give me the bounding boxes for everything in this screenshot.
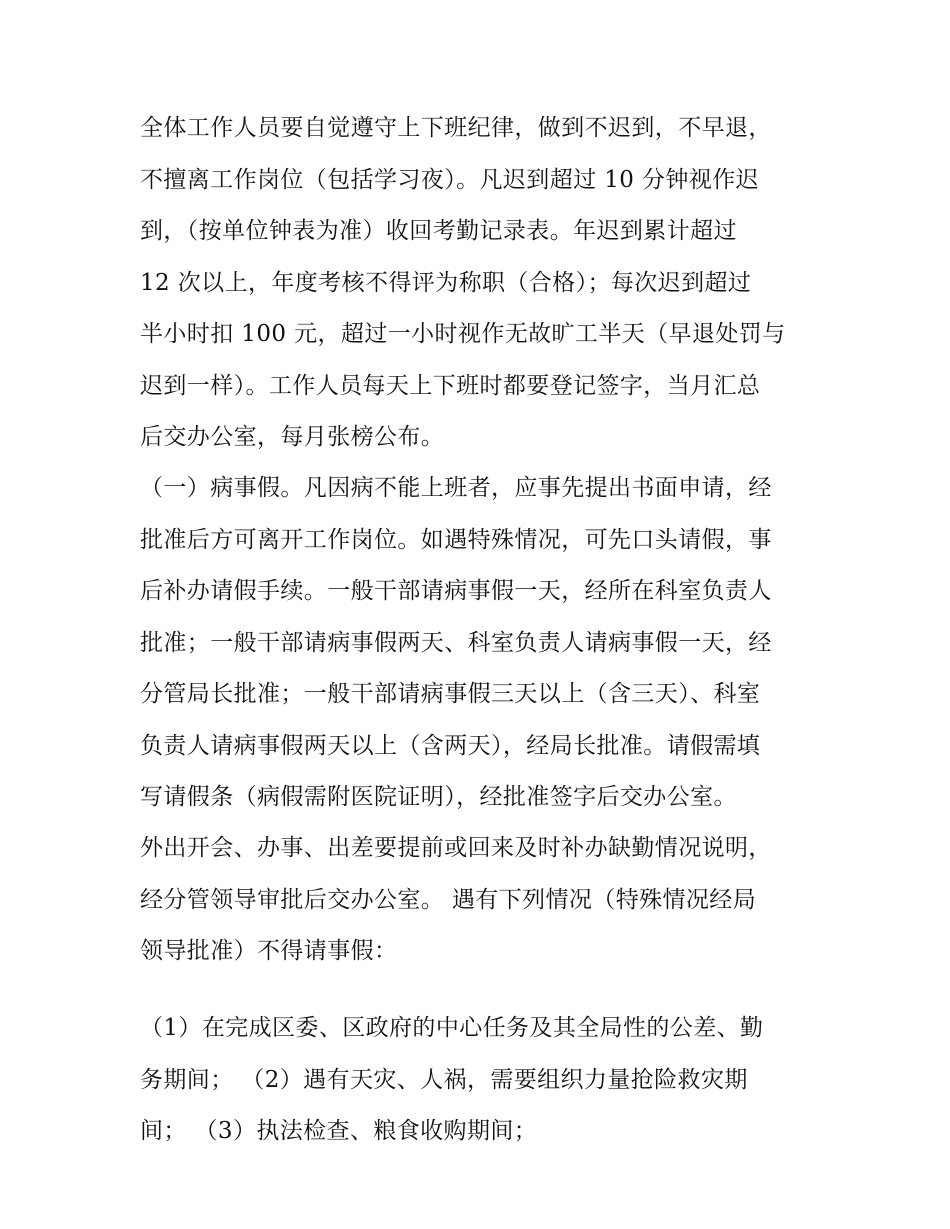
paragraph-sick-leave bbox=[140, 463, 820, 824]
text-line: 间； （3）执法检查、粮食收购期间； bbox=[140, 1118, 538, 1144]
text-line: 后补办请假手续。一般干部请病事假一天，经所在科室负责人 bbox=[140, 578, 772, 604]
text-line: 负责人请病事假两天以上（含两天），经局长批准。请假需填 bbox=[140, 732, 761, 759]
text-line: 批准；一般干部请病事假两天、科室负责人请病事假一天，经 bbox=[140, 629, 772, 656]
paragraph-leave-restrictions bbox=[140, 1003, 820, 1158]
paragraph-attendance-discipline bbox=[140, 103, 820, 464]
text-line: 领导批准）不得请事假： bbox=[140, 938, 398, 964]
text-line: 后交办公室，每月张榜公布。 bbox=[140, 424, 445, 450]
text-line: 到，（按单位钟表为准）收回考勤记录表。年迟到累计超过 bbox=[140, 218, 737, 244]
text-line: 12 次以上，年度考核不得评为称职（合格）；每次迟到超过 bbox=[140, 269, 752, 296]
text-line: 经分管领导审批后交办公室。 遇有下列情况（特殊情况经局 bbox=[140, 886, 757, 913]
text-line: 分管局长批准；一般干部请病事假三天以上（含三天）、科室 bbox=[140, 681, 761, 707]
text-line: （一）病事假。凡因病不能上班者，应事先提出书面申请，经 bbox=[140, 475, 772, 501]
text-line: 迟到一样）。工作人员每天上下班时都要登记签字，当月汇总 bbox=[140, 372, 761, 399]
text-line: （1）在完成区委、区政府的中心任务及其全局性的公差、勤 bbox=[140, 1015, 764, 1041]
text-line: 写请假条（病假需附医院证明），经批准签字后交办公室。 bbox=[140, 784, 737, 810]
paragraph-business-trip bbox=[140, 823, 820, 978]
text-line: 不擅离工作岗位（包括学习夜）。凡迟到超过 10 分钟视作迟 bbox=[140, 166, 759, 193]
text-line: 半小时扣 100 元，超过一小时视作无故旷工半天（早退处罚与 bbox=[140, 321, 786, 347]
text-line: 全体工作人员要自觉遵守上下班纪律，做到不迟到，不早退， bbox=[140, 115, 772, 141]
text-line: 批准后方可离开工作岗位。如遇特殊情况，可先口头请假，事 bbox=[140, 526, 772, 553]
text-line: 务期间； （2）遇有天灾、人祸，需要组织力量抢险救灾期 bbox=[140, 1066, 748, 1093]
text-line: 外出开会、办事、出差要提前或回来及时补办缺勤情况说明， bbox=[140, 835, 772, 861]
